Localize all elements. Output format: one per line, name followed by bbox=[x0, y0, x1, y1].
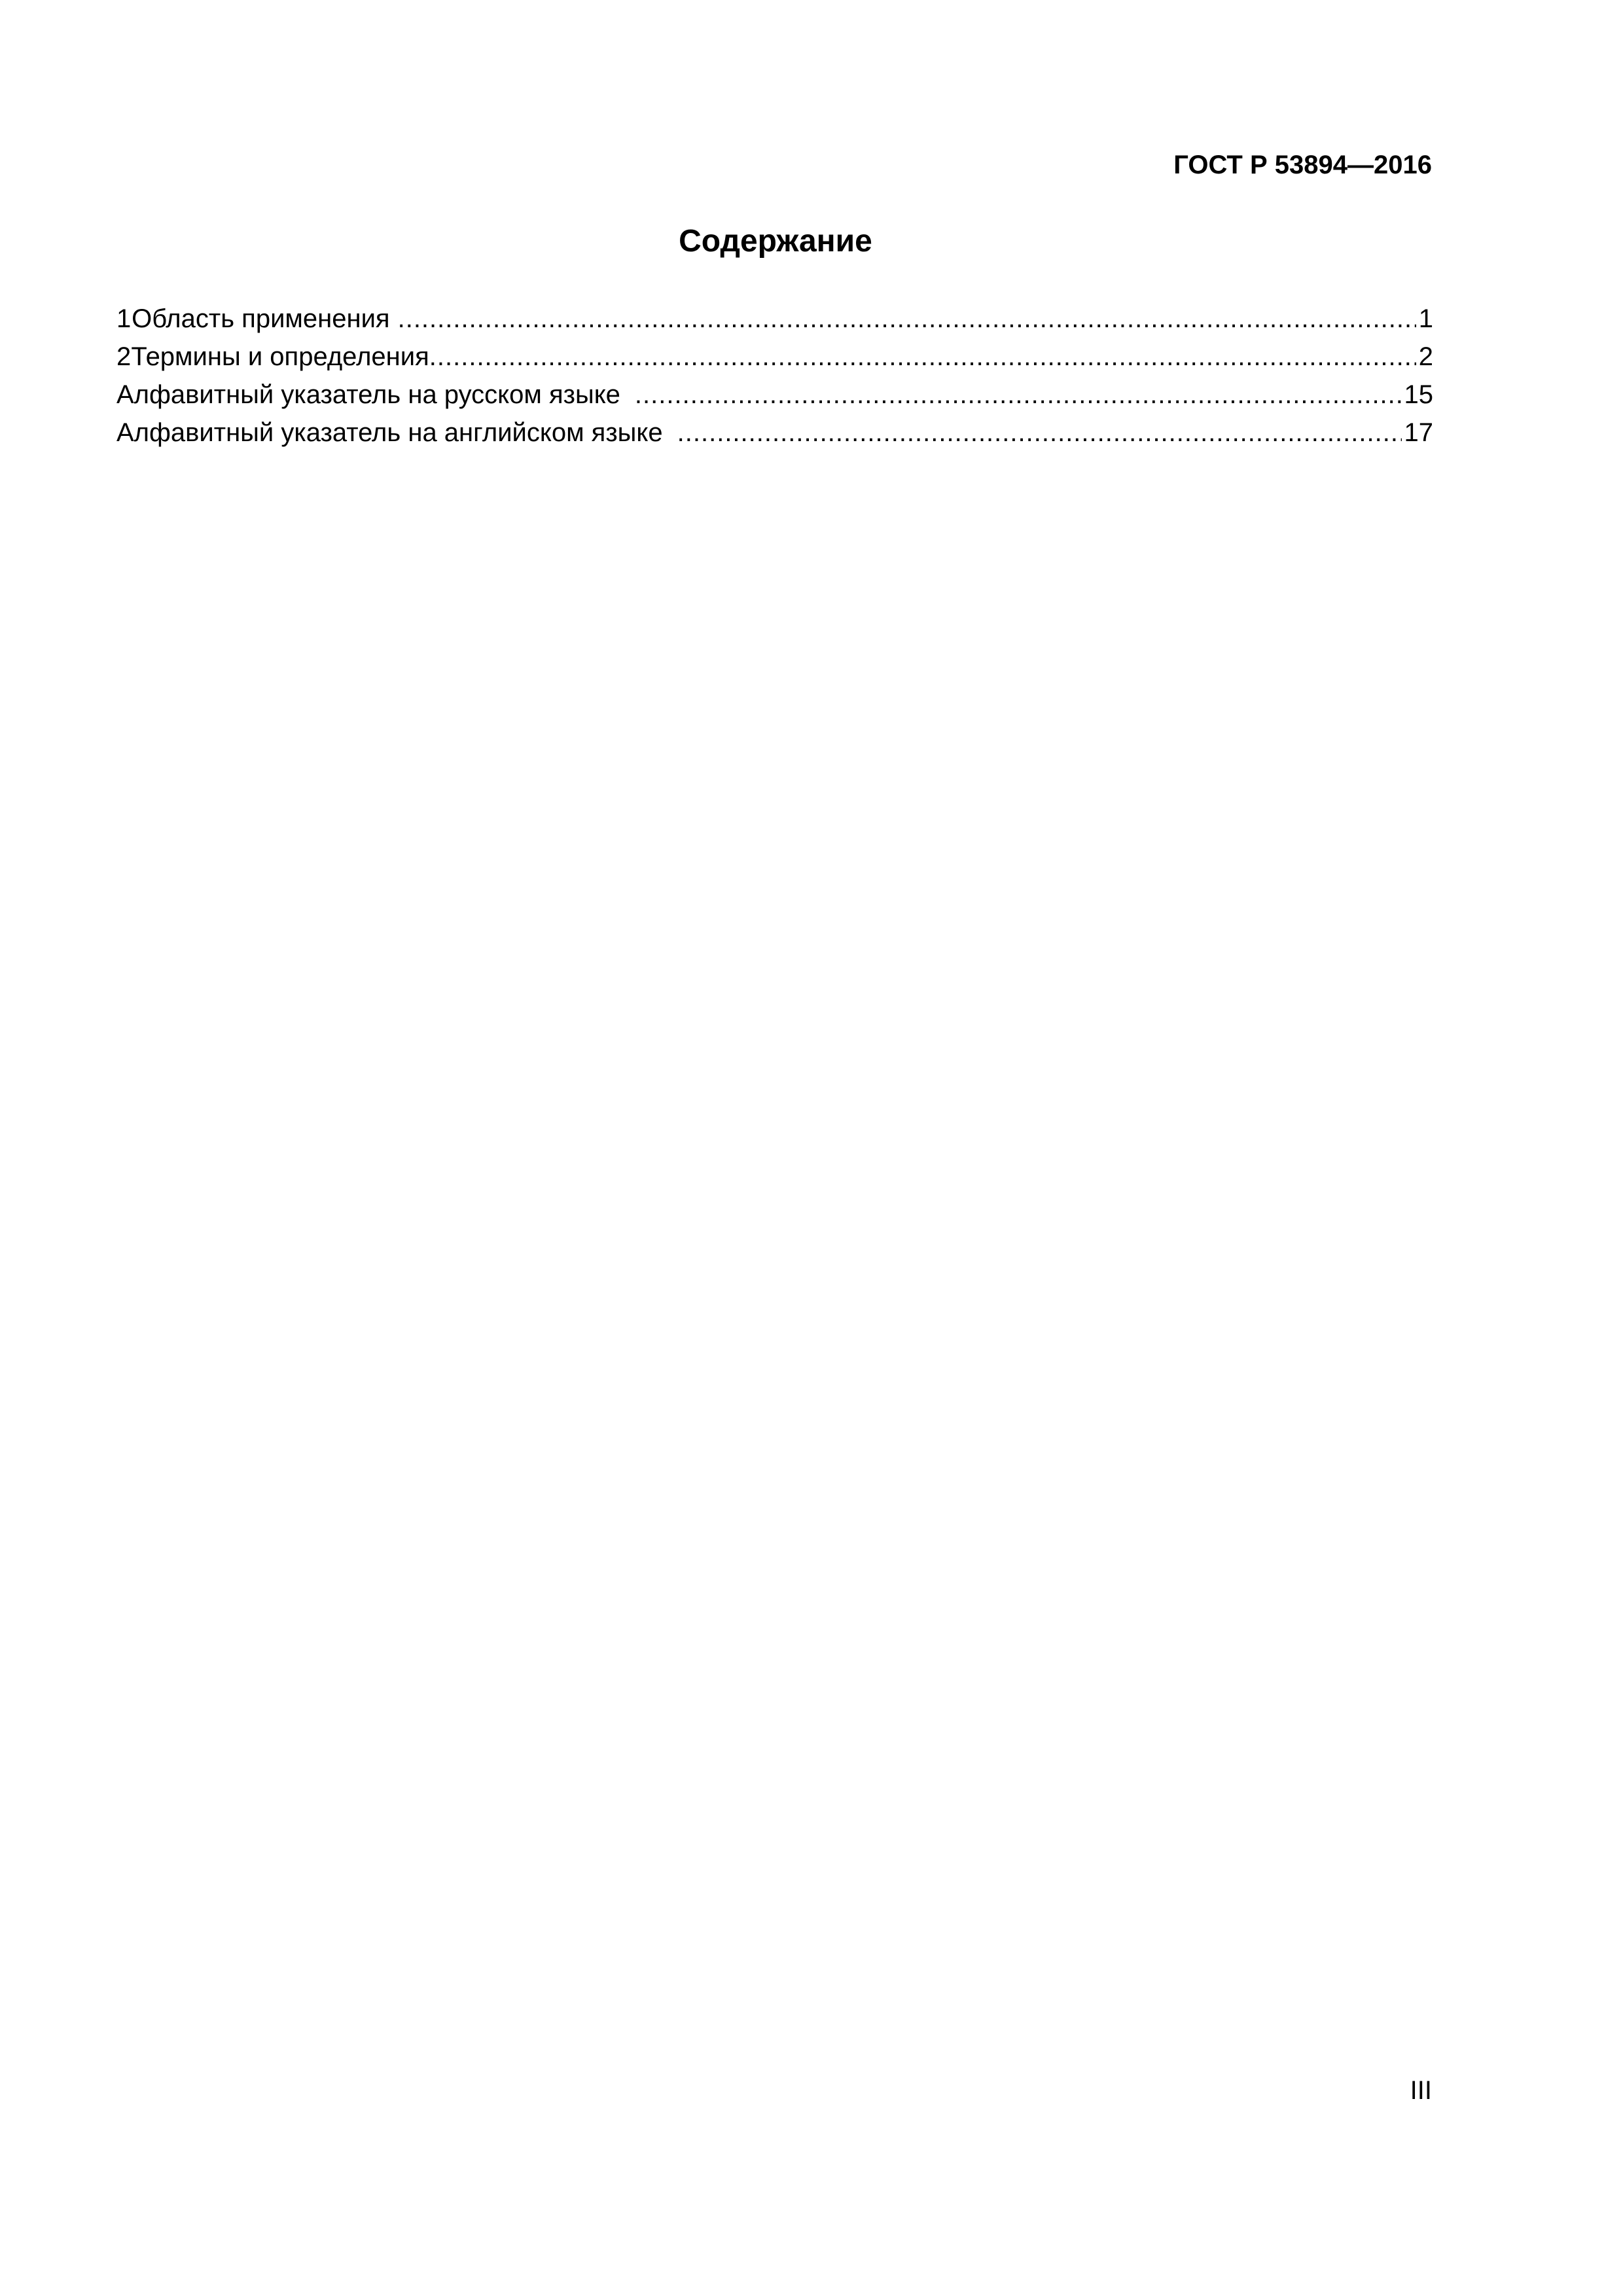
page-number: III bbox=[1410, 2076, 1432, 2105]
toc-entry-index-english[interactable] bbox=[116, 414, 1433, 452]
toc-entry-number: 2 bbox=[116, 342, 132, 371]
toc-entry-number: 1 bbox=[116, 304, 132, 333]
document-code: ГОСТ Р 53894—2016 bbox=[1173, 151, 1432, 179]
toc-entry-scope[interactable] bbox=[116, 300, 1433, 338]
toc-entry-page: 17 bbox=[1404, 418, 1433, 447]
toc-entry-page: 1 bbox=[1418, 304, 1433, 333]
toc-title: Содержание bbox=[679, 224, 872, 259]
toc-entry-page: 2 bbox=[1418, 342, 1433, 371]
toc-entry-label: Алфавитный указатель на английском языке bbox=[116, 418, 663, 447]
toc-entry-page: 15 bbox=[1404, 380, 1433, 409]
toc-entry-terms[interactable] bbox=[116, 338, 1433, 376]
toc-entry-label: Область применения bbox=[132, 304, 390, 333]
table-of-contents bbox=[116, 300, 1433, 452]
dot-leader bbox=[677, 414, 1402, 452]
toc-entry-index-russian[interactable] bbox=[116, 376, 1433, 414]
dot-leader bbox=[398, 300, 1416, 338]
dot-leader bbox=[429, 338, 1416, 376]
toc-entry-label: Алфавитный указатель на русском языке bbox=[116, 380, 620, 409]
dot-leader bbox=[635, 376, 1402, 414]
toc-entry-label: Термины и определения bbox=[131, 342, 429, 371]
